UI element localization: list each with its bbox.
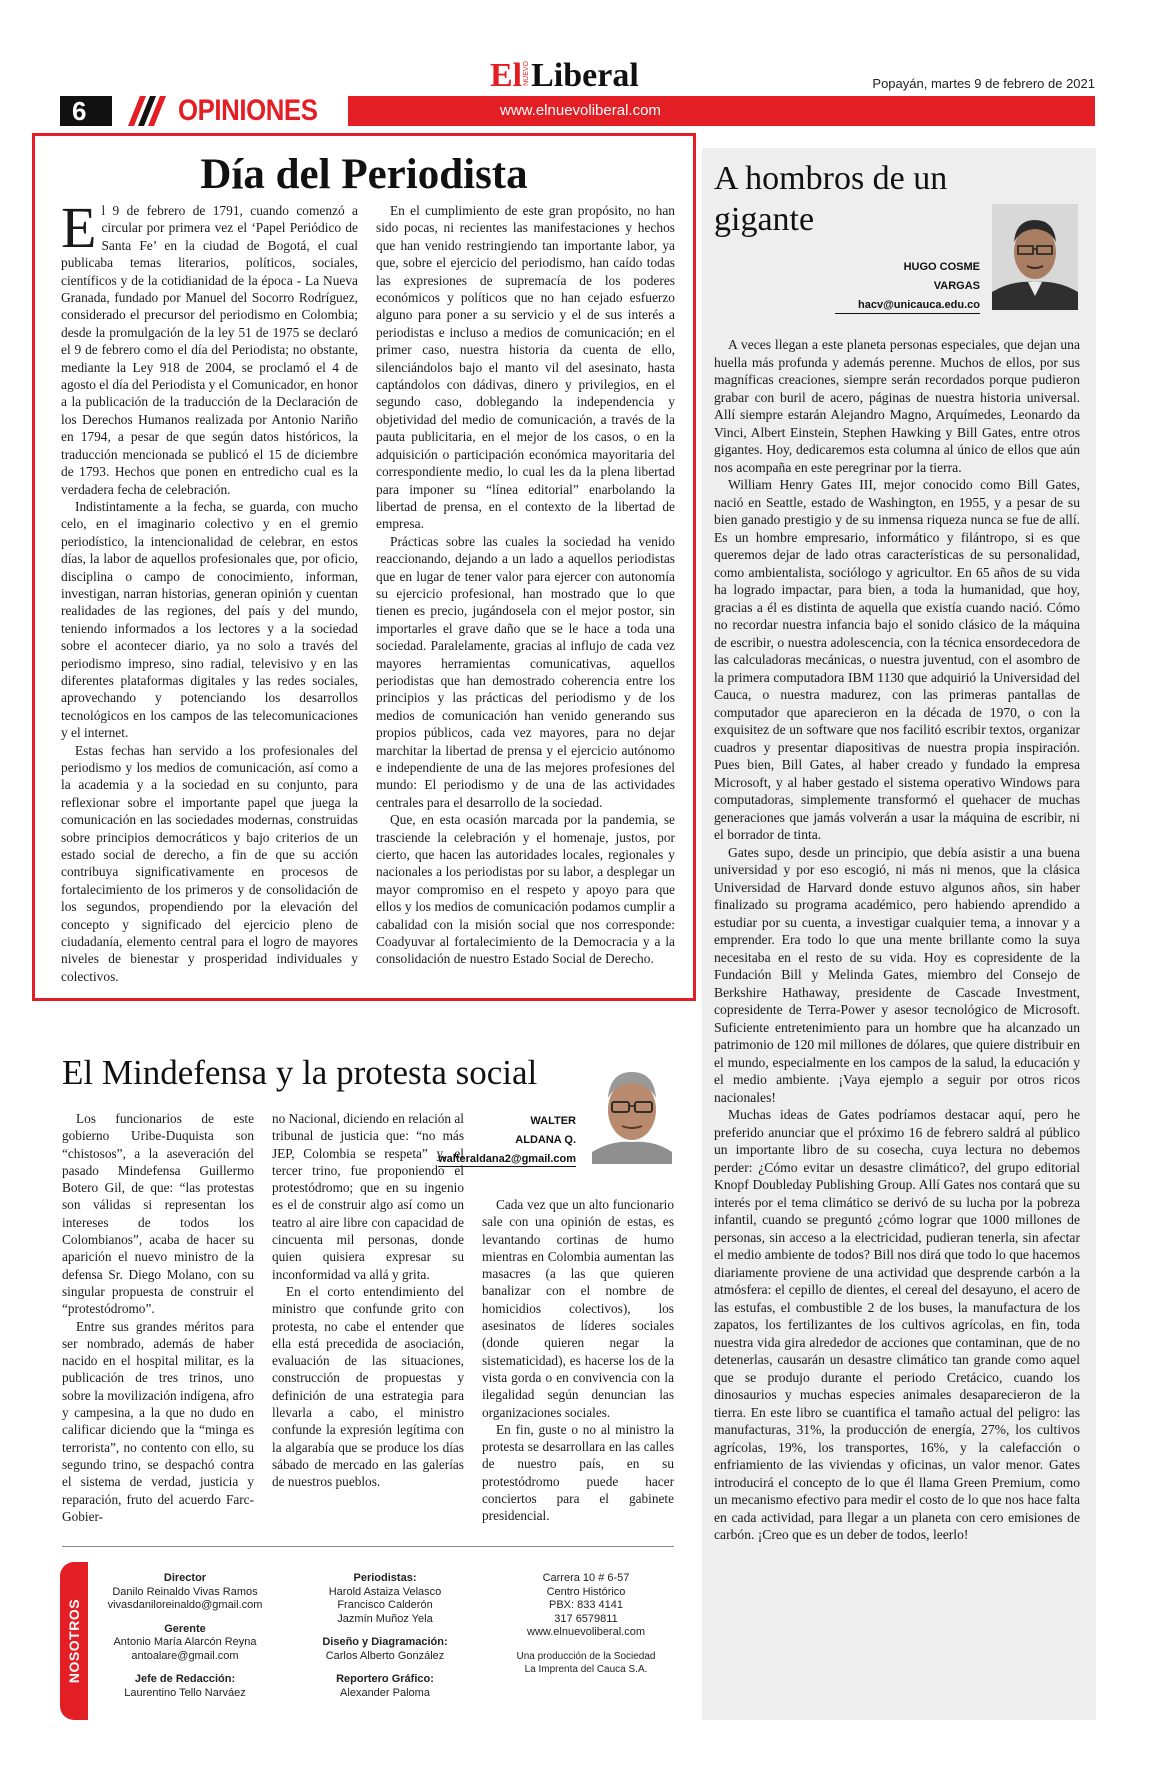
opinion-column-1 [62,1110,254,1525]
opinion-paragraph: Cada vez que un alto funcionario sale con una opinión de estas, es levantando cortinas de humo mientras en Colombia aumentan las masacres (a las que quieren banalizar con el nombre de homicidios colectivos), los asesinatos de líderes sociales (donde quieren negar la sistematicidad), es hacerse los de la vista gorda o en convivencia con la ilegalidad según denuncian las organizaciones sociales. [482,1197,674,1420]
feature-paragraph: Que, en esta ocasión marcada por la pandemia, se trasciende la celebración y el homenaje, justos, por cierto, que hacen las autoridades locales, regionales y nacionales a los periodistas por su labor, a desplegar un mayor compromiso en el respeto y apoyo para que ellos y los medios de comunicación podamos cumplir a cabalidad con la misión social que nos corresponde: Coadyuvar al fortalecimiento de la Democracia y a la consolidación de nuestro Estado Social de Derecho. [376,812,675,967]
drop-cap: E [61,195,97,260]
staff-block: Reportero Gráfico: Alexander Paloma [336,1673,434,1699]
feature-paragraph: El 9 de febrero de 1791, cuando comenzó a circular por primera vez el ‘Papel Periódico de Santa Fe’ en la ciudad de Bogotá, el cual publicaba temas literarios, políticos, sociales, científicos y de la cotidianidad de la época - La Nueva Granada, fundado por Manuel del Socorro Rodríguez, considerado el precursor del periodismo en Colombia; desde la promulgación de la ley 51 de 1975 se declaró el 9 de febrero como el día del Periodista; no obstante, mediante la Ley 918 de 2004, se proclamó el 4 de agosto el día del Periodista y el Comunicador, en honor a la publicación de la traducción de la Declaración de los Derechos Humanos realizada por Antonio Nariño en 1794, a pesar de que según datos históricos, la traducción mencionada se publicó el 15 de diciembre de 1793. Hechos que ponen en entredicho cual es la verdadera fecha de celebración. [61,195,358,497]
staff-block: Diseño y Diagramación: Carlos Alberto González [322,1636,448,1662]
opinion-paragraph: no Nacional, diciendo en relación al tribunal de justicia que: “no más JEP, Colombia se respeta” y, el tercer trino, fue proponiendo el protestódromo; que en su ingenio es el de construir algo así como un teatro al aire libre con capacidad de cincuenta mil personas, donde quien quisiera expresar su inconformidad va allá y grita. [272,1111,464,1282]
feature-title: Día del Periodista [200,151,528,198]
section-title: OPINIONES [178,94,318,127]
staff-block: Periodistas: Harold Astaiza Velasco Francisco Calderón Jazmín Muñoz Yela [328,1572,442,1625]
side-author-name: HUGO COSME VARGAS [903,261,980,292]
page-number: 6 [60,96,112,126]
feature-column-2 [376,202,675,968]
producer-block: Una producción de la Sociedad La Imprenta del Cauca S.A. [516,1650,656,1675]
feature-paragraph: Indistintamente a la fecha, se guarda, con mucho celo, en el imaginario colectivo y en el gremio periodístico, la intencionalidad de celebrar, en estos días, la labor de aquellos profesionales que, por oficio, disciplina o campo de conocimiento, informan, investigan, narran historias, generan opinión y cuentan realidades de las regiones, del país y del mundo, teniendo informados a los lectores y a la sociedad sobre el acontecer diario, ya no solo a través del periodismo impreso, sino radial, televisivo y en las diferentes plataformas digitales y las redes sociales, aprovechando y potenciando los desarrollos tecnológicos en los campos de las telecomunicaciones y el internet. [61,498,358,741]
logo-nuevo: NUEVO [523,61,531,86]
side-column-title: A hombros de un gigante [714,160,948,238]
side-paragraph: Muchas ideas de Gates podríamos destacar aquí, pero he preferido anunciar que el próximo 16 de febrero saldrá al público un importante libro de su cosecha, cuya lectura no debemos perder: ¿Cómo evitar un desastre climático?, del grupo editorial Knopf Doubleday Publishing Group. Allí Gates nos contará que su interés por el tema climático se derivó de su lucha por la pobreza infantil, cuando se preguntó ¿cómo lograr que 1000 millones de personas, sin acceso a la electricidad, pudieran tenerla, sin afectar el medio ambiente de todos? Bill nos dirá que todo lo que hacemos diariamente proviene de una actividad que desprende carbón a la atmósfera: el cepillo de dientes, el cereal del desayuno, el acero de las estufas, el combustible 2 de los buses, la manufactura de los zapatos, los fertilizantes de los cultivos agrícolas, en fin, toda nuestra vida gira alrededor de acciones que contaminan, que de no detenerlas, causarán un desastre climático tan grande como aquel que se produjo durante el periodo Cretácico, cuando los dinosaurios y muchas especies animales desaparecieron de la tierra. En este libro se cuantifica el tamaño actual del peligro: las manufacturas, 31%, la producción de energía, 27%, los cultivos agrícolas, 19%, los transportes, 16%, y la calefacción o enfriamiento de las viviendas y oficinas, un valor menor. Gates introducirá el concepto de lo que él llama Green Premium, como un mecanismo efectivo para medir el costo de lo que nos hace falta en cada actividad, para llegar a un planeta con cero emisiones de carbón. ¡Creo que es un deber de todos, leerlo! [714,1107,1080,1542]
contact-website-link[interactable]: www.elnuevoliberal.com [527,1626,645,1638]
newspaper-logo [490,58,639,94]
header-red-bar [348,96,1095,126]
side-paragraph: A veces llegan a este planeta personas especiales, que dejan una huella más profunda y además perenne. Muchos de ellos, por sus magníficas creaciones, siempre serán recordados porque pudieron grabar con buril de acero, páginas de nuestra historia universal. Allí siempre estarán Alejandro Magno, Arquímedes, Leonardo da Vinci, Albert Einstein, Stephen Hawking y Bill Gates, entre otros gigantes. Hoy, dedicaremos esta columna al único de ellos que aún nos acompaña en este peregrinar por la tierra. [714,337,1080,475]
opinion-title: El Mindefensa y la protesta social [62,1053,538,1092]
address-block: Carrera 10 # 6-57 Centro Histórico PBX: 833 4141 317 6579811 www.elnuevoliberal.com [496,1572,676,1640]
author-photo-icon [584,1060,676,1164]
staff-column-2 [300,1572,470,1710]
feature-paragraph: En el cumplimiento de este gran propósito, no han sido pocas, ni recientes las manifestaciones y hechos que han venido restringiendo tan importante labor, ya que, sobre el ejercicio del periodismo, han caído todas las expresiones de supremacía de los poderes económicos y políticos que no han cejado esfuerzo alguno para poner a su servicio y el de sus interés a periodistas e incluso a medios de comunicación; en el primer caso, nuestra historia da cuenta de ello, silenciándolos bajo el manto vil del asesinato, hasta captándolos con dádivas, dinero y privilegios, en el segundo caso, doblegando la independencia y objetividad del medio de comunicación, a través de la pauta publicitaria, en el mejor de los casos, o en la adquisición o participación económica mayoritaria del correspondiente medio, lo cual les da la plena libertad para imponer su “línea editorial” enarbolando la libertad de prensa, en el contexto de la libertad de empresa. [376,203,675,532]
author-photo-icon [992,204,1078,310]
feature-paragraph: Prácticas sobre las cuales la sociedad ha venido reaccionando, dejando a un lado a aquellos periodistas que en lugar de tener valor para ejercer con autonomía su ejercicio profesional, han mostrado que lo que tienen es precio, jugándosela con el mejor postor, sin importarles el grave daño que se le hace a toda una sociedad. Paralelamente, gracias al influjo de cada vez mayores herramientas comunicativas, aquellos periodistas que han demostrado coherencia entre los principios y las prácticas del periodismo y de los medios de comunicación han venido generando sus propios públicos, cada vez mayores, para no dejar marchitar la libertad de prensa y el ejercicio autónomo e independiente de una de las mejores profesiones del mundo: El periodismo y de una de las actividades centrales para el desarrollo de la sociedad. [376,533,675,810]
side-column-body [714,336,1080,1544]
contact-column [496,1572,676,1687]
website-link[interactable]: www.elnuevoliberal.com [500,102,661,119]
side-paragraph: Gates supo, desde un principio, que debía asistir a una buena universidad y por eso escogió, ni más ni menos, que la clásica Universidad de Harvard donde estuvo algunos años, sin haber finalizado su programa académico, pero habiendo aprendido a estudiar por su cuenta, a investigar cualquier tema, a innovar y a emprender. Era todo lo que una mente brillante como la suya necesitaba en el resto de su vida. Hoy es copresidente de la Fundación Bill y Melinda Gates, miembro del Consejo de Berkshire Hathaway, presidente de Cascade Investment, copresidente de Terra-Power y asesor tecnológico de Microsoft. Suficiente entretenimiento para un hombre que ha alcanzado un patrimonio de 120 mil millones de dólares, que quiere distribuir en el mundo, especialmente en los campos de la salud, la educación y el medio ambiente. ¡Vaya ejemplo a seguir por otros ricos nacionales! [714,844,1080,1105]
staff-block: Director Danilo Reinaldo Vivas Ramos vivasdanilo​reinaldo@gmail.com [107,1572,263,1611]
feature-paragraph: Estas fechas han servido a los profesionales del periodismo y los medios de comunicación, así como a la academia y a la sociedad en su conjunto, para reflexionar sobre el importante papel que juega la comunicación en las sociedades modernas, construidas sobre principios democráticos y bajo criterios de un estado social de derecho, a fin de que su acción contribuya significativamente en procesos de fortalecimiento de los primeros y de consolidación de los segundos, propendiendo por la elevación del concepto y significado del ejercicio pleno de ciudadanía, elemento central para el logro de mayores niveles de bienestar y prosperidad individuales y colectivos. [61,742,358,984]
opinion-paragraph: Entre sus grandes méritos para ser nombrado, además de haber nacido en el hospital militar, es la publicación de tres trinos, uno sobre la movilización indígena, afro y campesina, a la que no dudo en calificar diciendo que la “minga es terrorista”, no contento con ello, su segundo trino, se despachó contra el sistema de verdad, justicia y reparación, fruto del acuerdo Farc-Gobier- [62,1318,254,1524]
opinion-paragraph: En el corto entendimiento del ministro que confunde grito con protesta, no cabe el entender que ella está precedida de asociación, evaluación de las situaciones, construcción de propuestas y definición de una estrategia para llevarla a cabo, el ministro confunde la expresión legítima con la algarabía que se produce los días sábado de mercado en las galerías de nuestros pueblos. [272,1283,464,1490]
opinion-column-2 [272,1110,464,1491]
masthead-tab-label: NOSOTROS [66,1598,82,1684]
opinion-paragraph: Los funcionarios de este gobierno Uribe-Duquista son “chistosos”, a la aseveración del pasado Mindefensa Guillermo Botero Gil, de que: “las protestas son válidas si representan los intereses de todos los Colombianos”, acaba de hacer su aparición el nuevo ministro de la defensa Sr. Diego Molano, con su singular propuesta de construir el “protestódromo”. [62,1111,254,1317]
staff-block: Gerente Antonio María Alarcón Reyna antoalare@gmail.com [113,1622,257,1662]
feature-column-1 [61,195,358,985]
opinion-author-name: WALTER ALDANA Q. [515,1115,576,1146]
section-stripes-icon [118,96,166,126]
opinion-column-3 [482,1196,674,1525]
staff-column-1 [100,1572,270,1710]
side-paragraph: William Henry Gates III, mejor conocido como Bill Gates, nació en Seattle, estado de Washington, en 1955, y a pesar de su bien ganado prestigio y de su inmensa riqueza nunca se fue de allí. Es un hombre empresario, informático y filántropo, si es que queremos dejar de lado otras características de su personalidad, como ambientalista, sociólogo y agricultor. En 65 años de su vida ha logrado impactar, para bien, a toda la humanidad, que hoy, gracias a él es distinta de aquella que existía cuando nació. Cómo no recordar nuestra infancia bajo el sonido clásico de la máquina de escribir, o nuestra adolescencia, con la técnica ensordecedora de las calculadoras mecánicas, o nuestra juventud, con el asombro de la primera computadora IBM 1130 que adquirió la Universidad del Cauca, o nuestra madurez, con las primeras pantallas de computador que aparecieron en la década de 1970, o con la exquisitez de un software que nos facilitó escribir textos, organizar cuadros y presentar diapositivas de nuestra propia inspiración. Pues bien, Bill Gates, al haber creado y fundado la empresa Microsoft, y al haber gestado el sistema operativo Windows para computadoras, simplemente transformó el quehacer de muchas generaciones que jamás volverán a usar la máquina de escribir, ni el borrador de tinta. [714,477,1080,842]
logo-el: El [490,57,523,94]
dateline: Popayán, martes 9 de febrero de 2021 [872,76,1095,91]
logo-liberal: Liberal [531,57,639,94]
masthead-divider [62,1546,674,1547]
opinion-author-email[interactable]: walteraldana2@gmail.com [438,1153,576,1165]
opinion-paragraph: En fin, guste o no al ministro la protesta se desarrollara en las calles de nuestro país, en su protestódromo puede hacer conciertos para el gabinete presidencial. [482,1421,674,1524]
staff-block: Jefe de Redacción: Laurentino Tello Narváez [124,1673,246,1699]
side-author-email[interactable]: hacv@unicauca.edu.co [835,298,980,314]
